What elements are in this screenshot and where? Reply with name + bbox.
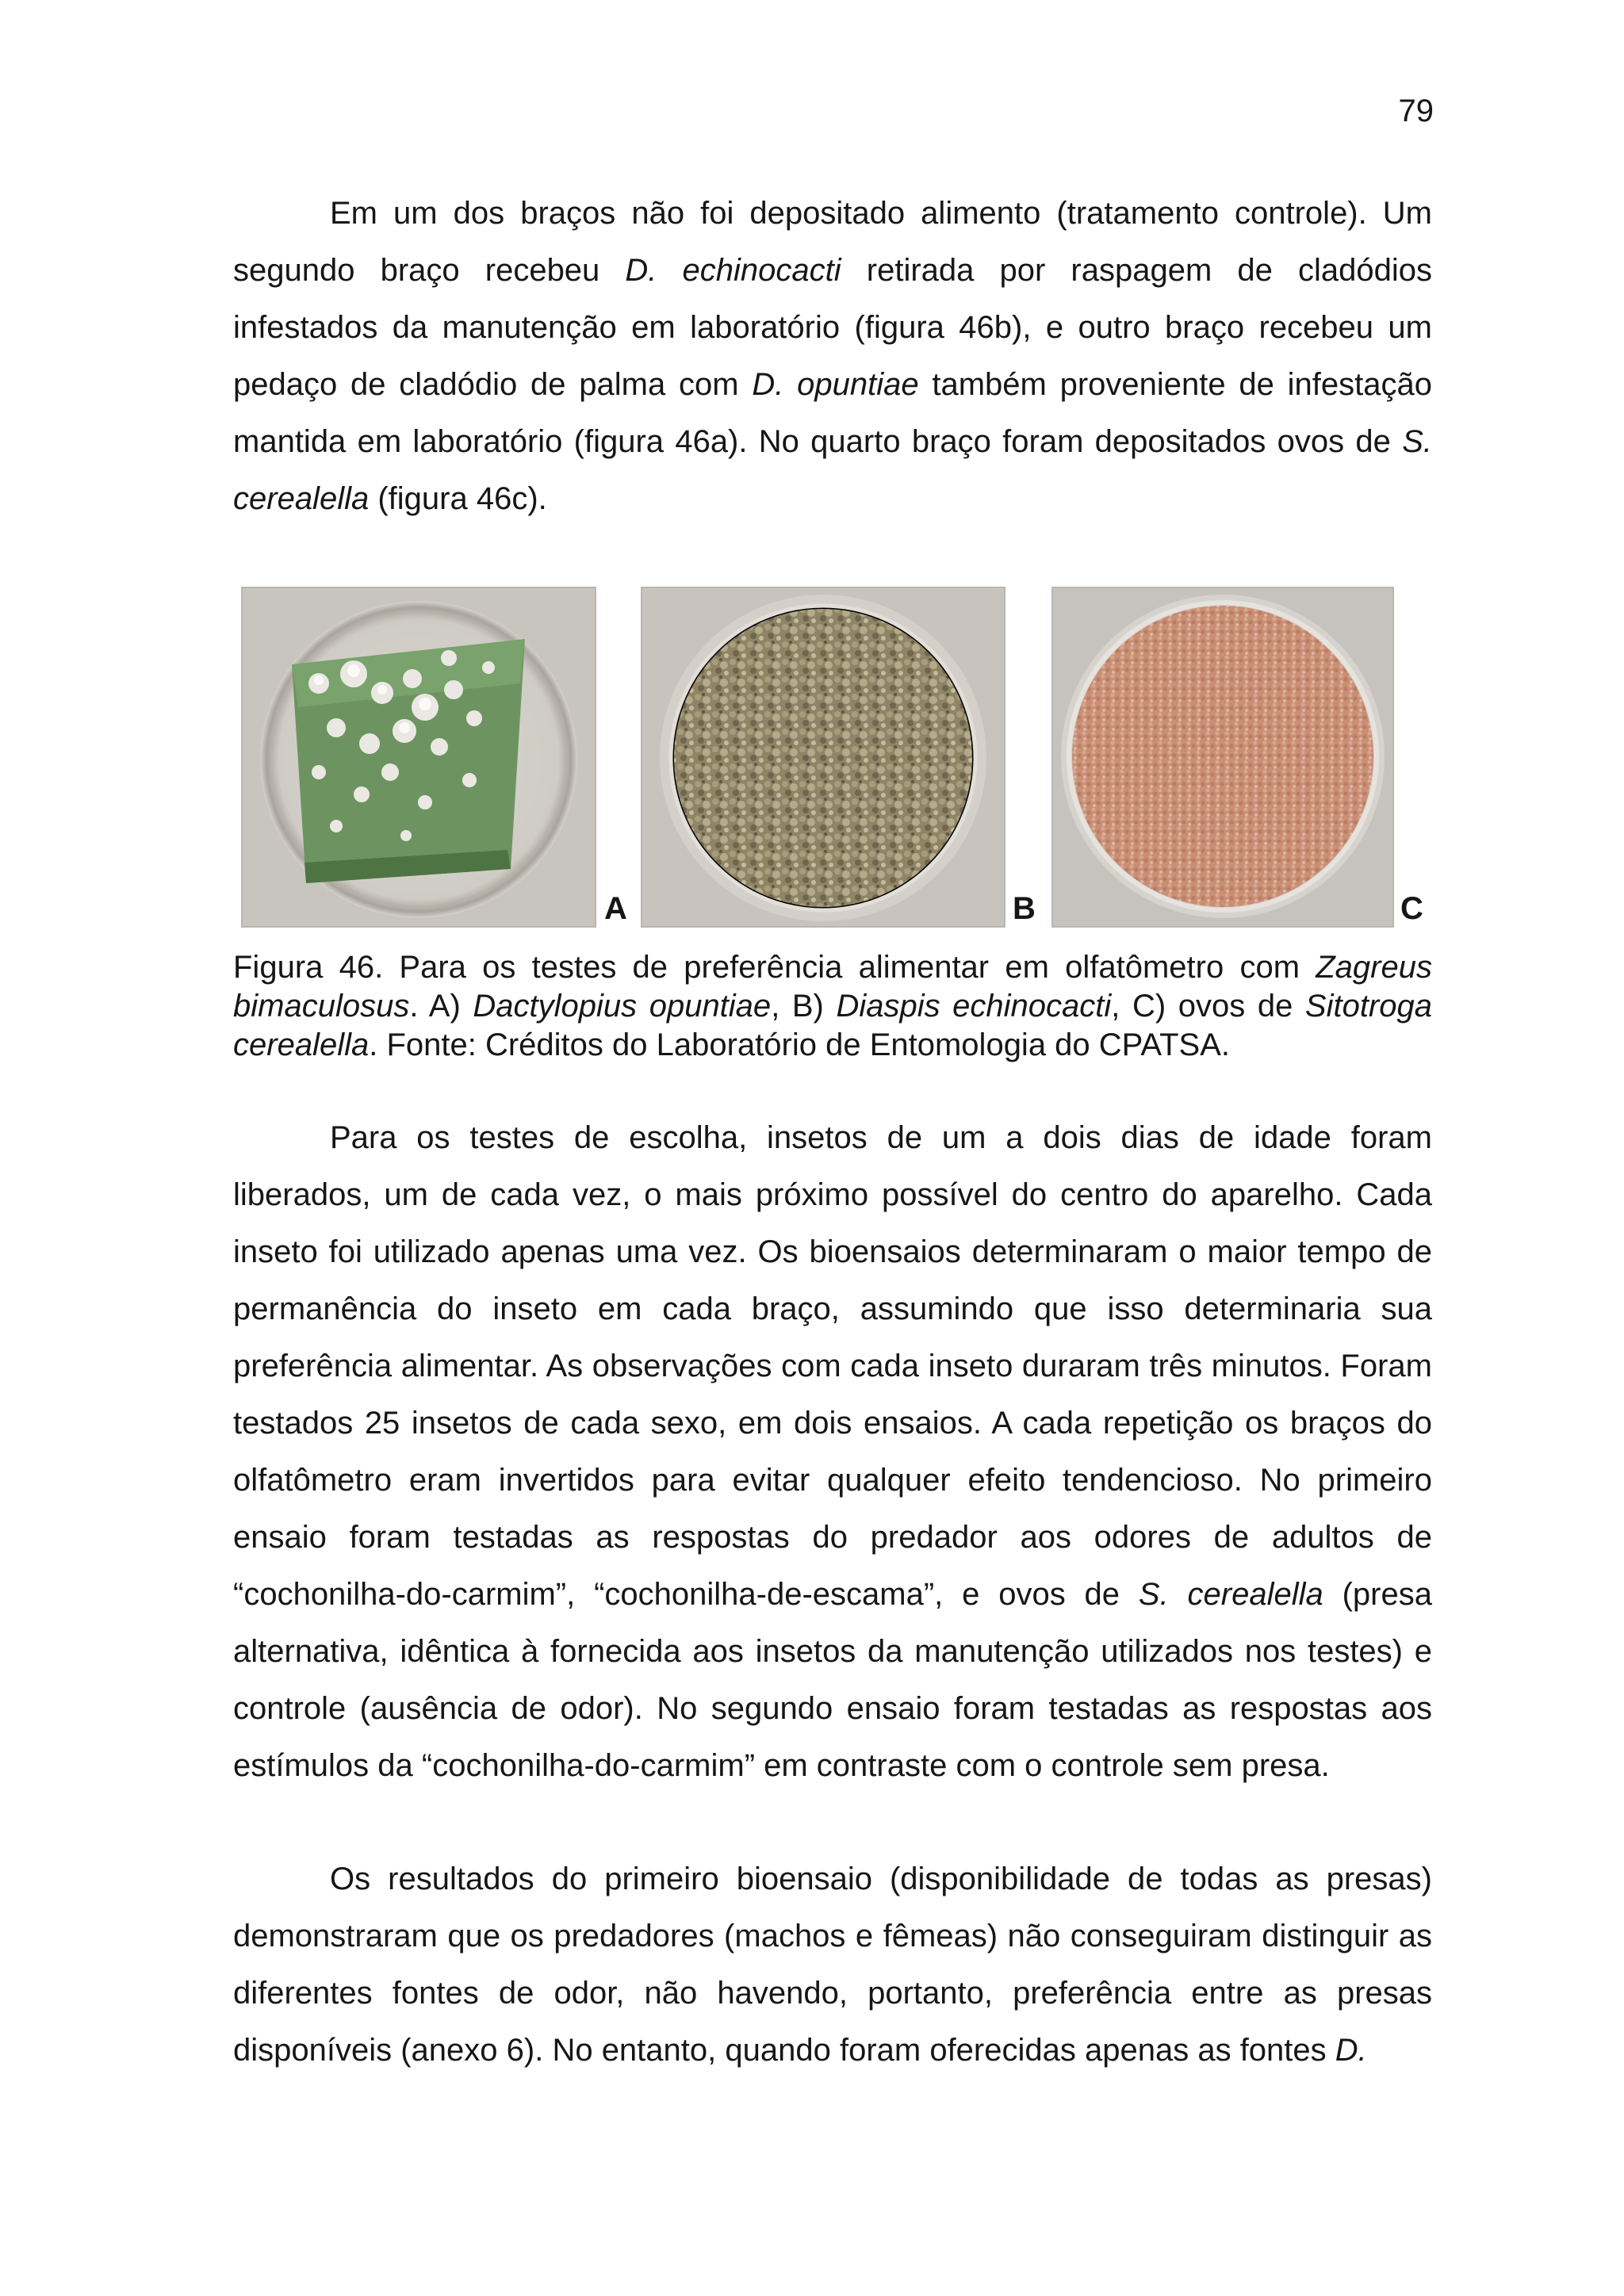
paragraph-methods	[233, 1109, 1432, 1794]
photo-dactylopius-opuntiae	[241, 587, 596, 928]
text-run: , B)	[771, 989, 837, 1024]
paragraph-intro	[233, 185, 1432, 527]
text-run: também proveniente de infestação mantida em laboratório (figura 46a). No quarto braço foram depositados ovos de	[233, 367, 1433, 459]
figure-caption	[233, 948, 1432, 1065]
species-name: D. opuntiae	[752, 367, 919, 402]
species-name: S. cerealella	[1138, 1577, 1323, 1612]
text-run: Os resultados do primeiro bioensaio (disponibilidade de todas as presas) demonstraram que os predadores (machos e fêmeas) não conseguiram distinguir as diferentes fontes de odor, não havendo, portanto, preferência entre as presas disponíveis (anexo 6). No entanto, quando foram oferecidas apenas as fontes	[233, 1862, 1432, 2068]
paragraph-results	[233, 1850, 1432, 2079]
panel-label-b: B	[1013, 891, 1036, 926]
text-run: Em um dos braços não foi depositado alimento (tratamento controle). Um segundo braço recebeu	[233, 196, 1432, 288]
text-run: retirada por raspagem de cladódios infestados da manutenção em laboratório (figura 46b), e outro braço recebeu um pedaço de cladódio de palma com	[233, 253, 1433, 402]
text-run: Para os testes de escolha, insetos de um a dois dias de idade foram liberados, um de cada vez, o mais próximo possível do centro do aparelho. Cada inseto foi utilizado apenas uma vez. Os bioensaios determinaram o maior tempo de permanência do inseto em cada braço, assumindo que isso determinaria sua preferência alimentar. As observações com cada inseto duraram três minutos. Foram testados 25 insetos de cada sexo, em dois ensaios. A cada repetição os braços do olfatômetro eram invertidos para evitar qualquer efeito tendencioso. No primeiro ensaio foram testadas as respostas do predador aos odores de adultos de “cochonilha-do-carmim”, “cochonilha-de-escama”, e ovos de	[233, 1120, 1432, 1612]
species-name: D.	[1335, 2033, 1367, 2068]
panel-label-c: C	[1400, 891, 1423, 926]
text-run: (figura 46c).	[369, 481, 547, 516]
species-name: S. cerealella	[233, 424, 1432, 516]
text-run: , C) ovos de	[1111, 989, 1305, 1024]
species-name: Diaspis echinocacti	[836, 989, 1112, 1024]
species-name: Zagreus bimaculosus	[233, 950, 1432, 1024]
photo-sitotroga-cerealella-eggs	[1051, 587, 1394, 928]
text-run: . Fonte: Créditos do Laboratório de Entomologia do CPATSA.	[369, 1027, 1230, 1062]
figure-46	[241, 587, 1423, 928]
species-name: Dactylopius opuntiae	[473, 989, 772, 1024]
photo-diaspis-echinocacti	[641, 587, 1005, 928]
text-run: (presa alternativa, idêntica à fornecida aos insetos da manutenção utilizados nos testes) e controle (ausência de odor). No segundo ensaio foram testadas as respostas aos estímulos da “cochonilha-do-carmim” em contraste com o controle sem presa.	[233, 1577, 1432, 1783]
species-name: Sitotroga cerealella	[233, 989, 1432, 1062]
panel-label-a: A	[604, 891, 627, 926]
text-run: . A)	[409, 989, 473, 1024]
text-run: Figura 46. Para os testes de preferência alimentar em olfatômetro com	[233, 950, 1316, 985]
page-number: 79	[1398, 94, 1434, 128]
species-name: D. echinocacti	[625, 253, 841, 288]
